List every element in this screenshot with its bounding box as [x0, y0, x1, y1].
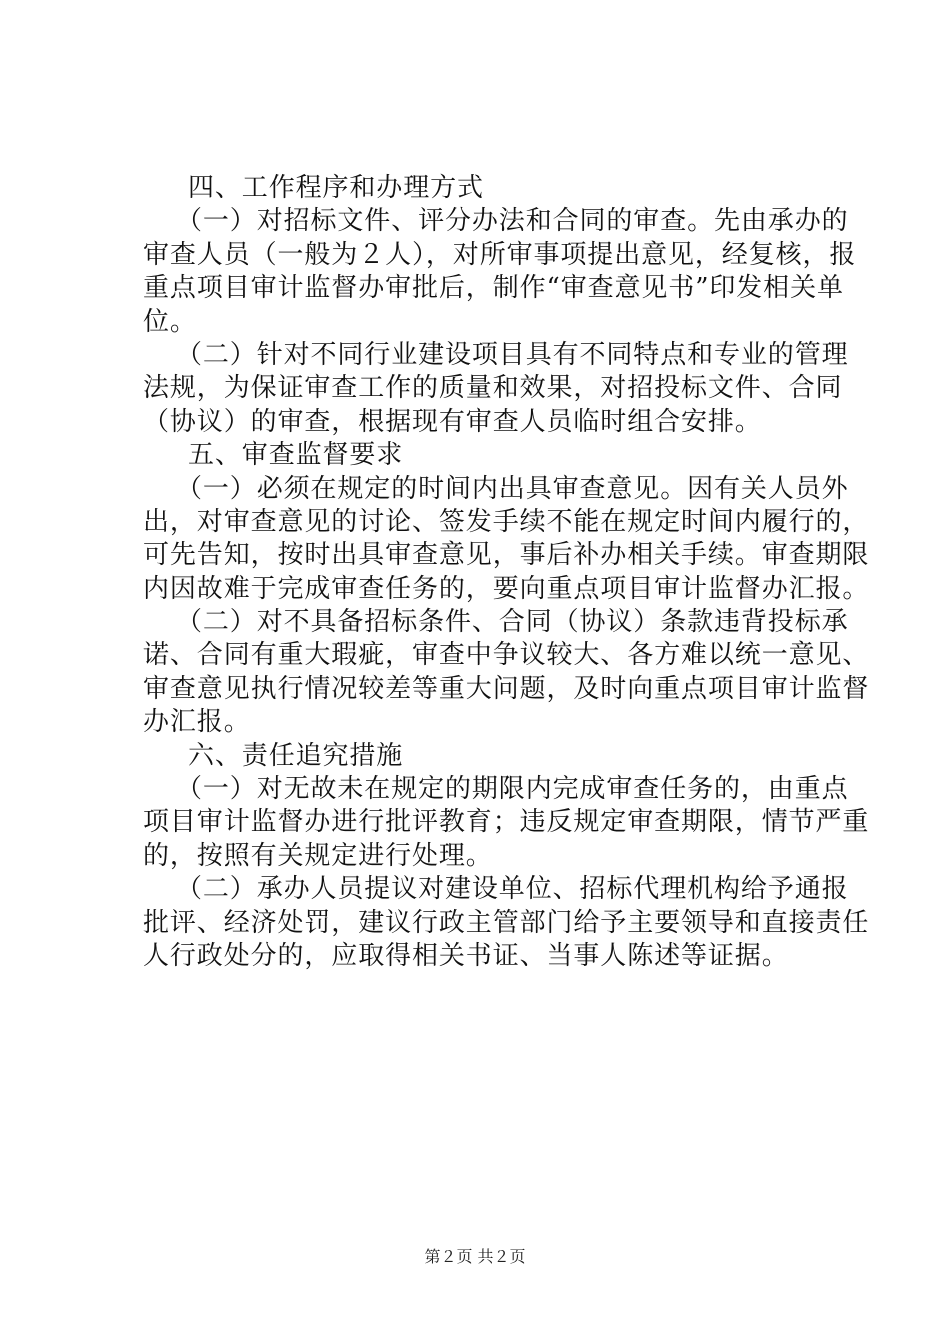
paragraph-line: 位。 [143, 306, 197, 337]
paragraph-line: 内因故难于完成审查任务的，要向重点项目审计监督办汇报。 [143, 573, 870, 604]
paragraph-line: （一）对无故未在规定的期限内完成审查任务的，由重点 [176, 774, 849, 805]
paragraph-line: 重点项目审计监督办审批后，制作“审查意见书”印发相关单 [143, 273, 844, 304]
paragraph-line: 出，对审查意见的讨论、签发手续不能在规定时间内履行的， [143, 506, 870, 537]
paragraph-line: 法规，为保证审查工作的质量和效果，对招投标文件、合同 [143, 373, 843, 404]
paragraph-line: 人行政处分的，应取得相关书证、当事人陈述等证据。 [143, 940, 789, 971]
paragraph-line: 的，按照有关规定进行处理。 [143, 840, 493, 871]
paragraph-line: 项目审计监督办进行批评教育；违反规定审查期限，情节严重 [143, 807, 870, 838]
paragraph-line: 批评、经济处罚，建议行政主管部门给予主要领导和直接责任 [143, 907, 870, 938]
paragraph-line: 审查人员（一般为２人），对所审事项提出意见，经复核，报 [143, 239, 857, 270]
section-heading-6: 六、责任追究措施 [188, 740, 404, 771]
paragraph-line: 诺、合同有重大瑕疵，审查中争议较大、各方难以统一意见、 [143, 640, 870, 671]
paragraph-line: （一）必须在规定的时间内出具审查意见。因有关人员外 [176, 473, 849, 504]
page-number-footer: 第２页 共２页 [424, 1247, 526, 1266]
section-heading-4: 四、工作程序和办理方式 [188, 173, 484, 203]
paragraph-line: （二）承办人员提议对建设单位、招标代理机构给予通报 [176, 874, 849, 905]
paragraph-line: （二）对不具备招标条件、合同（协议）条款违背投标承 [176, 607, 849, 638]
paragraph-line: （二）针对不同行业建设项目具有不同特点和专业的管理 [176, 339, 849, 370]
section-heading-5: 五、审查监督要求 [188, 440, 404, 471]
paragraph-line: 审查意见执行情况较差等重大问题，及时向重点项目审计监督 [143, 673, 870, 704]
paragraph-line: 办汇报。 [143, 707, 251, 738]
document-body [143, 172, 870, 973]
paragraph-line: （协议）的审查，根据现有审查人员临时组合安排。 [143, 406, 762, 437]
paragraph-line: （一）对招标文件、评分办法和合同的审查。先由承办的 [176, 206, 849, 237]
paragraph-line: 可先告知，按时出具审查意见，事后补办相关手续。审查期限 [143, 540, 870, 571]
